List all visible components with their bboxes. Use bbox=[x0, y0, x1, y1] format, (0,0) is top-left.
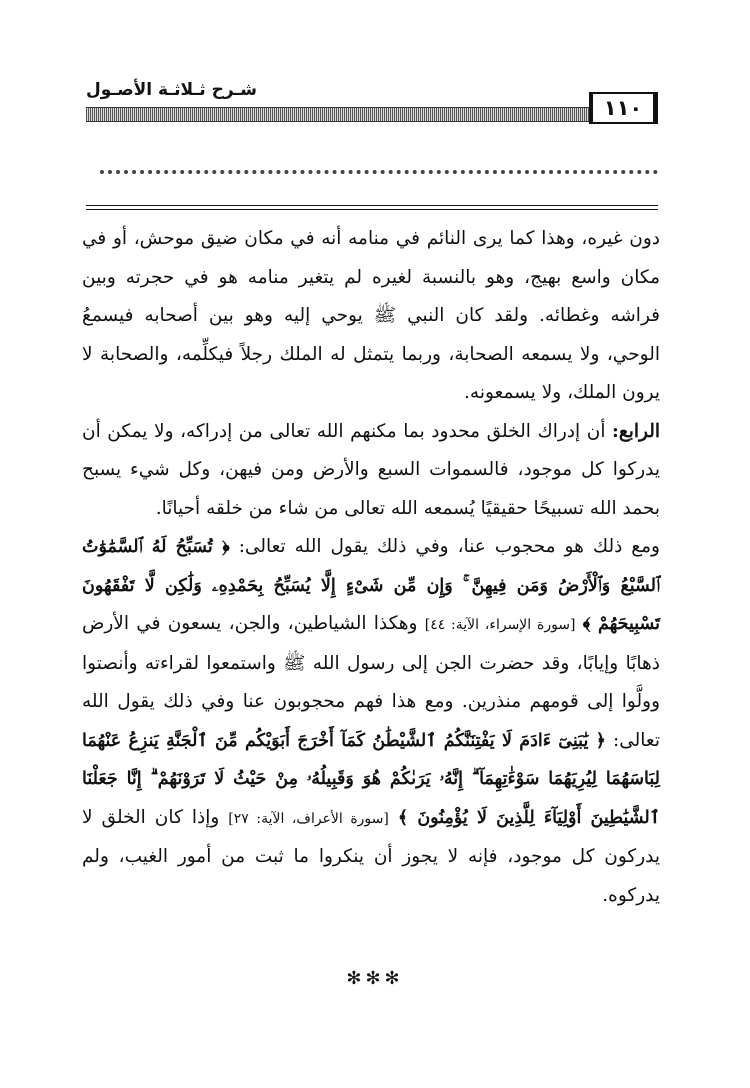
quran-verse-isra: ﴿ تُسَبِّحُ لَهُ ٱلسَّمَٰوَٰتُ ٱلسَّبْعُ وَٱلْأَرْضُ وَمَن فِيهِنَّ ۚ وَإِن مِّن شَىْءٍ إِلَّا يُسَبِّحُ بِحَمْدِهِۦ وَلَٰكِن لَّا تَفْقَهُونَ تَسْبِيحَهُمْ ﴾ bbox=[82, 537, 661, 634]
verse-reference-isra: [سورة الإسراء، الآية: ٤٤] bbox=[424, 617, 576, 633]
page-number: ١١٠ bbox=[589, 92, 658, 124]
paragraph-2-lead: الرابع: bbox=[612, 420, 660, 442]
paragraph-3 bbox=[82, 528, 660, 915]
paragraph-2 bbox=[82, 413, 660, 529]
page-header bbox=[86, 82, 658, 132]
paragraph-3-end: وإذا كان الخلق لا يدركون كل موجود، فإنه لا يجوز أن ينكروا ما ثبت من أمور الغيب، ولم يدركوه. bbox=[82, 806, 660, 906]
body-text bbox=[82, 220, 660, 915]
running-title: شـرح ثـلاثـة الأصـول bbox=[86, 80, 257, 100]
paragraph-3-intro: ومع ذلك هو محجوب عنا، وفي ذلك يقول الله تعالى: bbox=[238, 536, 660, 557]
double-rule-separator bbox=[86, 205, 658, 210]
verse-reference-araf: [سورة الأعراف، الآية: ٢٧] bbox=[228, 810, 389, 827]
quran-verse-araf: ﴿ يَٰبَنِىٓ ءَادَمَ لَا يَفْتِنَنَّكُمُ ٱلشَّيْطَٰنُ كَمَآ أَخْرَجَ أَبَوَيْكُم مِّنَ ٱلْجَنَّةِ يَنزِعُ عَنْهُمَا لِبَاسَهُمَا لِيُرِيَهُمَا سَوْءَٰتِهِمَآ ۗ إِنَّهُۥ يَرَىٰكُمْ هُوَ وَقَبِيلُهُۥ مِنْ حَيْثُ لَا تَرَوْنَهُمْ ۗ إِنَّا جَعَلْنَا ٱلشَّيَٰطِينَ أَوْلِيَآءَ لِلَّذِينَ لَا يُؤْمِنُونَ ﴾ bbox=[82, 730, 660, 828]
section-end-mark: ✻✻✻ bbox=[346, 968, 404, 989]
paragraph-3-middle: وهكذا الشياطين، والجن، يسعون في الأرض ذهابًا وإيابًا، وقد حضرت الجن إلى رسول الله ﷺ واستمعوا لقراءته وأنصتوا وولَّوا إلى قومهم منذرين. ومع هذا فهم محجوبون عنا وفي ذلك يقول الله تعالى: bbox=[82, 613, 660, 751]
header-decorative-band bbox=[86, 107, 600, 122]
paragraph-1: دون غيره، وهذا كما يرى النائم في منامه أنه في مكان ضيق موحش، أو في مكان واسع بهيج، وهو بالنسبة لغيره لم يتغير منامه هو في حجرته وبين فراشه وغطائه. ولقد كان النبي ﷺ يوحي إليه وهو بين أصحابه فيسمعُ الوحي، ولا يسمعه الصحابة، وربما يتمثل له الملك رجلاً فيكلِّمه، والصحابة لا يرون الملك، ولا يسمعونه. bbox=[82, 228, 660, 403]
paragraph-2-text: أن إدراك الخلق محدود بما مكنهم الله تعالى من إدراكه، ولا يمكن أن يدركوا كل موجود، فالسموات السبع والأرض ومن فيهن، وكل شيء يسبح بحمد الله تسبيحًا حقيقيًا يُسمعه الله تعالى من شاء من خلقه أحيانًا. bbox=[82, 420, 660, 519]
dotted-separator bbox=[100, 170, 658, 174]
